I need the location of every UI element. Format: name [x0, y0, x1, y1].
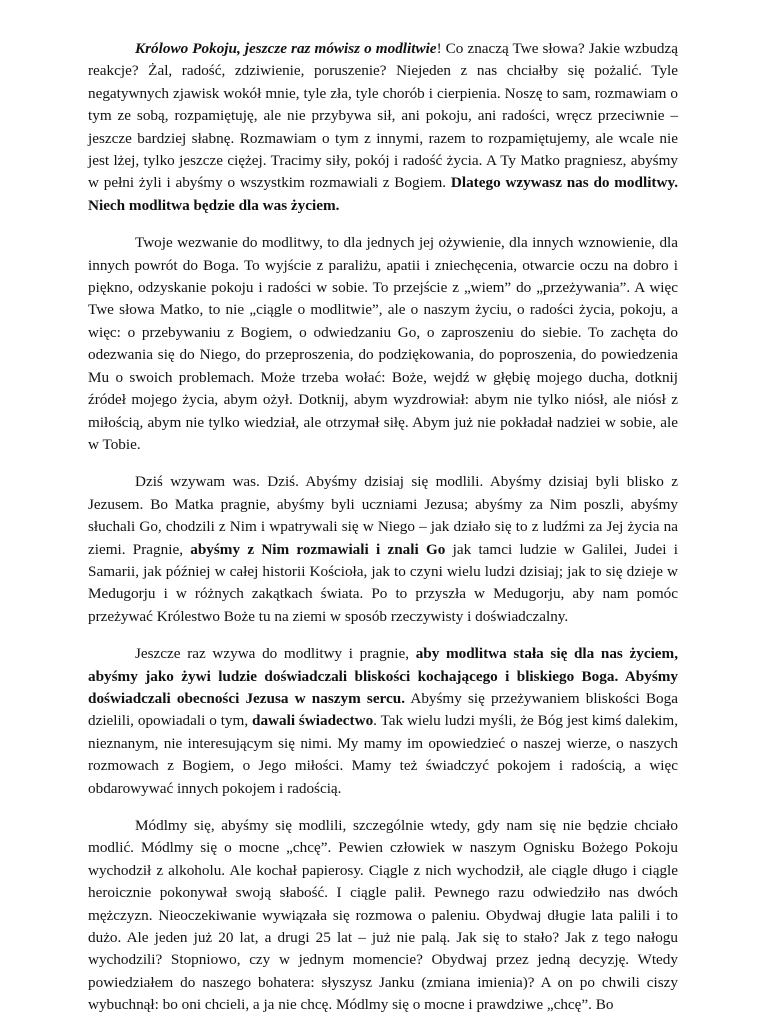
paragraph-5: [88, 815, 678, 1017]
run-3-1: Dziś wzywam was. Dziś. Abyśmy dzisiaj się modlili. Abyśmy dzisiaj byli blisko z Jezusem. Bo Matka pragnie, abyśmy byli uczniami Jezusa; abyśmy za Nim poszli, abyśmy słuchali Go, chodzili z Nim i wpatrywali się w Niego – jak działo się to z ludźmi za Jej życia na ziemi. Pragnie,: [88, 473, 678, 558]
run-4-2: aby modlitwa stała się dla nas życiem, abyśmy jako żywi ludzie doświadczali bliskości kochającego i bliskiego Boga. Abyśmy doświadczali obecności Jezusa w naszym sercu.: [88, 645, 678, 707]
run-1-2: ! Co znaczą Twe słowa? Jakie wzbudzą reakcje? Żal, radość, zdziwienie, poruszenie? Niejeden z nas chciałby się pożalić. Tyle negatywnych zjawisk wokół mnie, tyle zła, tyle chorób i cierpienia. Noszę to sam, rozmawiam o tym ze sobą, rozpamiętuję, ale nie przybywa sił, ani pokoju, ani radości, wręcz przeciwnie – jeszcze bardziej słabnę. Rozmawiam o tym z innymi, razem to rozpamiętujemy, ale wcale nie jest lżej, tylko jeszcze ciężej. Tracimy siły, pokój i radość życia. A Ty Matko pragniesz, abyśmy w pełni żyli i abyśmy o wszystkim rozmawiali z Bogiem.: [88, 40, 678, 192]
document-page: [88, 38, 678, 1017]
paragraph-3: [88, 471, 678, 628]
paragraph-4: [88, 643, 678, 800]
run-4-3: Abyśmy się przeżywaniem bliskości Boga dzielili, opowiadali o tym,: [88, 689, 678, 730]
run-3-2: abyśmy z Nim rozmawiali i znali Go: [190, 540, 446, 558]
paragraph-1: [88, 38, 678, 217]
run-2-1: Twoje wezwanie do modlitwy, to dla jednych jej ożywienie, dla innych wznowienie, dla innych powrót do Boga. To wyjście z paraliżu, apatii i zniechęcenia, otwarcie oczu na dobro i piękno, odzyskanie pokoju i radości w sobie. To przejście z „wiem” do „przeżywania”. A więc Twe słowa Matko, to nie „ciągle o modlitwie”, ale o naszym życiu, o radości życia, pokoju, a więc: o przebywaniu z Bogiem, o odwiedzaniu Go, o zaproszeniu do siebie. To zachęta do odezwania się do Niego, do przeproszenia, do podziękowania, do poproszenia, do powiedzenia Mu o swoich problemach. Może trzeba wołać: Boże, wejdź w głębię mojego ducha, dotknij źródeł mojego życia, abym ożył. Dotknij, abym wyzdrowiał: abym nie tylko niósł, ale niósł z miłością, abym nie tylko wiedział, ale otrzymał siłę. Abym już nie pokładał nadziei w sobie, ale w Tobie.: [88, 234, 678, 453]
run-1-1: Królowo Pokoju, jeszcze raz mówisz o modlitwie: [135, 40, 437, 57]
run-3-3: jak tamci ludzie w Galilei, Judei i Samarii, jak później w całej historii Kościoła, jak to czyni wielu ludzi dzisiaj; jak to się dzieje w Medugorju i w różnych zakątkach świata. Po to przyszła w Medugorju, aby nam pomóc przeżywać Królestwo Boże tu na ziemi w sposób rzeczywisty i doświadczalny.: [88, 540, 678, 625]
run-5-1: Módlmy się, abyśmy się modlili, szczególnie wtedy, gdy nam się nie będzie chciało modlić. Módlmy się o mocne „chcę”. Pewien człowiek w naszym Ognisku Bożego Pokoju wychodził z alkoholu. Ale kochał papierosy. Ciągle z nich wychodził, ale ciągle długo i ciągle heroicznie pokonywał swoją słabość. I ciągle palił. Pewnego razu odwiedziło nas dwóch mężczyzn. Nieoczekiwanie wywiązała się rozmowa o paleniu. Obydwaj długie lata palili i to dużo. Ale jeden już 20 lat, a drugi 25 lat – już nie palą. Jak się to stało? Jak z tego nałogu wychodzili? Stopniowo, czy w jednym momencie? Obydwaj przez jedną decyzję. Wtedy powiedziałem do naszego bohatera: słyszysz Janku (zmiana imienia)? A on po chwili ciszy wybuchnął: bo oni chcieli, a ja nie chcę. Módlmy się o mocne i prawdziwe „chcę”. Bo: [88, 817, 678, 1014]
paragraph-2: [88, 232, 678, 456]
run-4-1: Jeszcze raz wzywa do modlitwy i pragnie,: [135, 645, 416, 663]
run-4-5: . Tak wielu ludzi myśli, że Bóg jest kimś dalekim, nieznanym, nie interesującym się nimi. My mamy im opowiedzieć o naszej wierze, o naszych rozmowach z Bogiem, o Jego miłości. Mamy też świadczyć pokojem i radością, a więc obdarowywać innych pokojem i radością.: [88, 712, 678, 797]
run-4-4: dawali świadectwo: [252, 712, 374, 730]
run-1-3: Dlatego wzywasz nas do modlitwy. Niech modlitwa będzie dla was życiem.: [88, 174, 678, 214]
